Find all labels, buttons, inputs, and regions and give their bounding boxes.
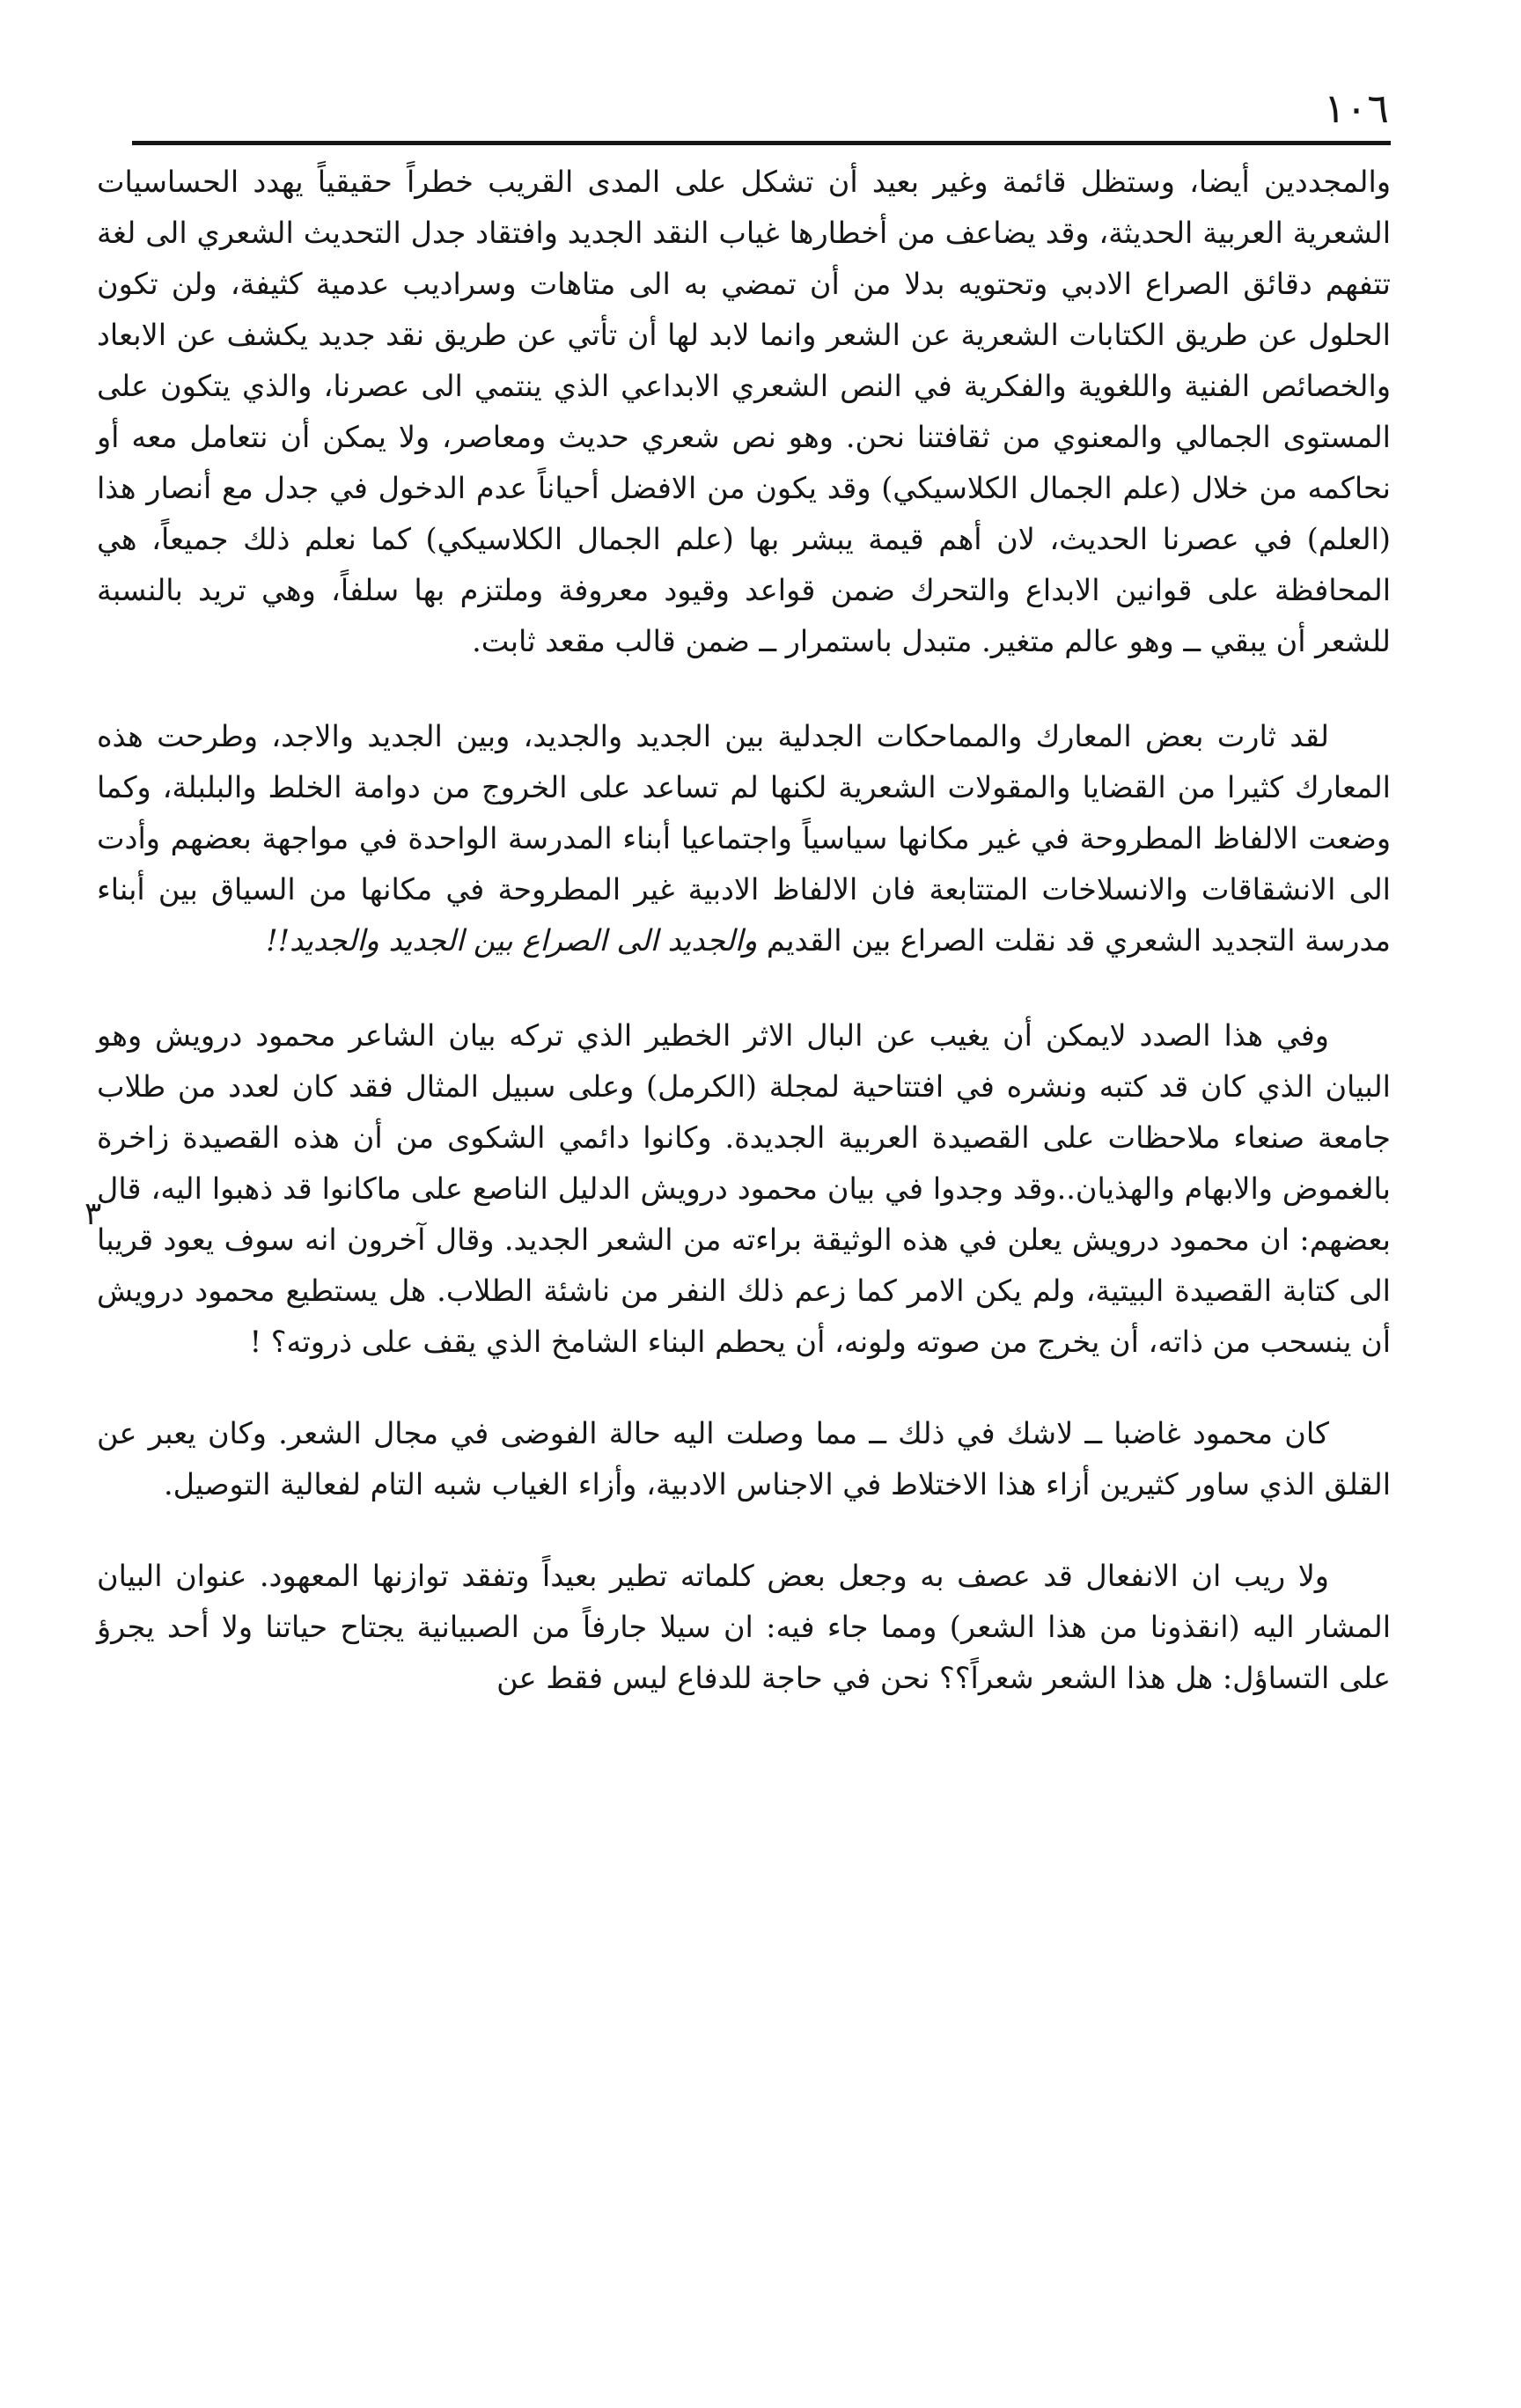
paragraph-5-text: ولا ريب ان الانفعال قد عصف به وجعل بعض كلماته تطير بعيداً وتفقد توازنها المعهود. عنوان البيان المشار اليه (انقذونا من هذا الشعر) ومما جاء فيه: ان سيلا جارفاً من الصبيانية يجتاح حياتنا ولا أحد يجرؤ على التساؤل: هل هذا الشعر شعراً؟؟ نحن في حاجة للدفاع ليس فقط عن [97,1559,1391,1695]
paragraph-2-emphasis: والجديد الى الصراع بين الجديد والجديد!! [266,923,758,958]
page-number: ١٠٦ [1323,84,1389,132]
paragraph-3-text: وفي هذا الصدد لايمكن أن يغيب عن البال الاثر الخطير الذي تركه بيان الشاعر محمود درويش وهو البيان الذي كان قد كتبه ونشره في افتتاحية لمجلة (الكرمل) وعلى سبيل المثال فقد كان لعدد من طلاب جامعة صنعاء ملاحظات على القصيدة العربية الجديدة. وكانوا دائمي الشكوى من أن هذه القصيدة زاخرة بالغموض والابهام والهذيان..وقد وجدوا في بيان محمود درويش الدليل الناصع على ماكانوا قد ذهبوا اليه، قال بعضهم: ان محمود درويش يعلن في هذه الوثيقة براءته من الشعر الجديد. وقال آخرون انه سوف يعود قريبا الى كتابة القصيدة البيتية، ولم يكن الامر كما زعم ذلك النفر من ناشئة الطلاب. هل يستطيع محمود درويش أن ينسحب من ذاته، أن يخرج من صوته ولونه، أن يحطم البناء الشامخ الذي يقف على ذروته؟ ! [97,1018,1391,1359]
paragraph-1 [97,157,1391,667]
body-text [97,157,1391,1704]
paragraph-1-text: والمجددين أيضا، وستظل قائمة وغير بعيد أن تشكل على المدى القريب خطراً حقيقياً يهدد الحساسيات الشعرية العربية الحديثة، وقد يضاعف من أخطارها غياب النقد الجديد وافتقاد جدل التحديث الشعري الى لغة تتفهم دقائق الصراع الادبي وتحتويه بدلا من أن تمضي به الى متاهات وسراديب عدمية كثيفة، ولن تكون الحلول عن طريق الكتابات الشعرية عن الشعر وانما لابد لها أن تأتي عن طريق نقد جديد يكشف عن الابعاد والخصائص الفنية واللغوية والفكرية في النص الشعري الابداعي الذي ينتمي الى عصرنا، والذي يتكون على المستوى الجمالي والمعنوي من ثقافتنا نحن. وهو نص شعري حديث ومعاصر، ولا يمكن أن نتعامل معه أو نحاكمه من خلال (علم الجمال الكلاسيكي) وقد يكون من الافضل أحياناً عدم الدخول في جدل مع أنصار هذا (العلم) في عصرنا الحديث، لان أهم قيمة يبشر بها (علم الجمال الكلاسيكي) كما نعلم ذلك جميعاً، هي المحافظة على قوانين الابداع والتحرك ضمن قواعد وقيود معروفة وملتزم بها سلفاً، وهي تريد بالنسبة للشعر أن يبقي ــ وهو عالم متغير. متبدل باستمرار ــ ضمن قالب مقعد ثابت. [97,165,1391,658]
paragraph-2 [97,711,1391,966]
paragraph-2-text: لقد ثارت بعض المعارك والمماحكات الجدلية بين الجديد والجديد، وبين الجديد والاجد، وطرحت هذه المعارك كثيرا من القضايا والمقولات الشعرية لكنها لم تساعد على الخروج من دوامة الخلط والبلبلة، وكما وضعت الالفاظ المطروحة في غير مكانها سياسياً واجتماعيا أبناء المدرسة الواحدة في مواجهة بعضهم وأدت الى الانشقاقات والانسلاخات المتتابعة فان الالفاظ الادبية غير المطروحة في مكانها من السياق بين أبناء مدرسة التجديد الشعري قد نقلت الصراع بين القديم [97,719,1391,958]
header-rule [132,141,1391,145]
paragraph-3 [97,1010,1391,1368]
paragraph-4-text: كان محمود غاضبا ــ لاشك في ذلك ــ مما وصلت اليه حالة الفوضى في مجال الشعر. وكان يعبر عن القلق الذي ساور كثيرين أزاء هذا الاختلاط في الاجناس الادبية، وأزاء الغياب شبه التام لفعالية التوصيل. [97,1416,1391,1501]
paragraph-4 [97,1408,1391,1510]
margin-mark: ٣ [84,1196,102,1232]
paragraph-5 [97,1551,1391,1704]
